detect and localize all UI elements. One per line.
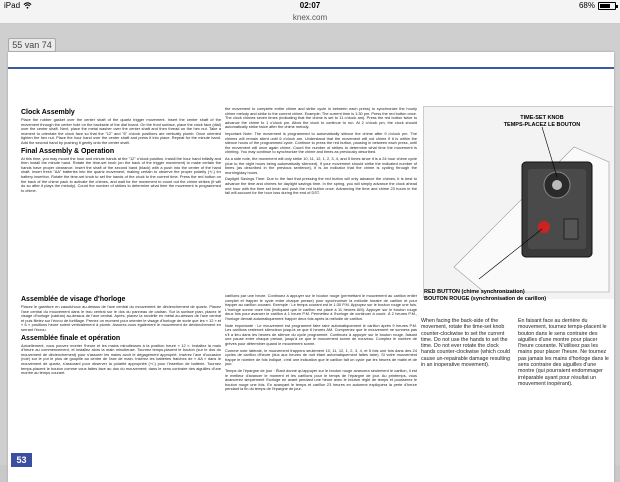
movement-illustration — [424, 107, 614, 299]
page-number: 53 — [11, 453, 32, 467]
heading-final-assembly: Final Assembly & Operation — [21, 147, 115, 155]
paragraph: carillons par une heure. Continuez à appuyer sur le bouton rouge (permettant le mouvement au carillon entier complet et frapper le cycle entre chaque presse) pour synchroniser la mélodie horaire de carillon et pour frapper au carillon courant. Exemple : Le temps courant est le 1:30 P.M. Appuyez sur le bouton rouge une fois. L'horloge sonne onze fois (indiquant que le carillon est placé à 11 heures AM). Appuyer sur le bouton rouge deux fois pour avancer le carillon à 1 heure P.M. Permettez à l'horloge de continuer à courir. À 2 heures P.M., l'horloge devrait automatiquement frapper deux fois après la mélodie de carillon. — [225, 294, 417, 321]
red-button-label: RED BUTTON (chime synchronization) BOUTON ROUGE (synchronisation de carillon) — [424, 289, 547, 302]
battery-fill — [600, 4, 610, 8]
english-column-top — [21, 107, 221, 292]
heading-clock-assembly: Clock Assembly — [21, 109, 75, 116]
battery — [579, 1, 616, 10]
paragraph: As a side note, the movement will only strike 10, 11, 12, 1, 2, 3, 4, and 5 times since it is a 24 hour chime cycle (due to the night hours being automatically silenced). If your movement should strike the indicated number of times (as described in the previous sentence), it is an indicator that the chime is cycling through the morning/day hours. — [225, 155, 417, 175]
movement-diagram — [423, 106, 613, 302]
english-column-right — [225, 107, 417, 292]
page-counter-badge: 55 van 74 — [8, 38, 56, 52]
carrier-label: iPad — [4, 1, 21, 10]
paragraph: the movement to complete entire chime and strike cycle in between each press) to synchronize the hourly chime melody and strike to the current chime. Example: The current time is 1:30 pm. Press the red button once. The clock chimes seven times (indicating that the chime is set to 11 o'clock am). Press the red button twice to advance the chime to 1 o'clock pm. Allow the clock to continue to run. At 2 o'clock pm, the clock should automatically strike twice after the chime melody. — [225, 107, 417, 130]
battery-icon — [598, 2, 616, 10]
heading-assemblee-finale: Assemblée finale et opération — [21, 334, 121, 342]
paragraph: Comme note latérale, le mouvement frappera seulement 10, 11, 12, 1, 2, 3, 4, et 5 fois une fois dans des 24 cycles de carillon d'heure (dus aux heures de nuit étant automatiquement faites taire). Si votre mouvement frappe le nombre de fois indiqué, c'est une indication que le carillon fait un cycle par les heures de matin et de jour. — [225, 347, 417, 367]
paragraph-daylight-savings: Daylight Savings Time: Due to the fact that pressing the red button will only advance the chimes, it is best to advance the time and chimes for daylight savings time. In the spring, you will simply advance the clock ahead one hour with the time set knob and push the red button once. Advancing the time and chime 23 hours in the fall will account for the hour loss during the end of DST. — [225, 176, 417, 196]
paragraph: Placez le garniture en caoutchouc au-dessus de l'axe central du mouvement de déclenchement de quartz. Placez l'axe central du mouvement dans le trou central sur le dos du panneau de cadran. Sur la surface plan, placez le visage d'horloge (cadran) au-dessus de l'axe central. Après, placez la rondelle en métal au-dessus de l'axe central et puis filetez sur l'écrou de tortillage. Prenez un moment pour orienter le visage d'horloge de sorte que les « 12 » et « 6 » positions heure soient verticalement à plomb. Assurez-vous également le mouvement de déclenchement en serrant l'écrou. — [21, 304, 221, 332]
french-column-right — [225, 294, 417, 474]
paragraph-note-importante: Note importante : Le mouvement est programmé faire taire automatiquement le carillon après 9 heures P.M. Les carillons resteront silencieux jusqu'à ce que 6 heures AM. Comprenez que le mouvement ne sonnera pas s'il a lieu dans les heures de silence du cycle programmé. Continuez à appuyer sur le bouton rouge, faisant une pause entre chaque presse, jusqu'à ce que le mouvement sonne de nouveau. Comptez le nombre de grèves pour déterminer quand le mouvement sonne. — [225, 322, 417, 346]
status-bar — [0, 0, 620, 13]
paragraph: Actuellement, vous pouvez monter l'heure et les mains minutieuses à la position heure « 12 ». Installez la main d'heure au commencement, et installez alors la main minutieuse. Tournez temps-placent le bouton (sur le dos du mouvement de déclenchement) pour s'assurer les mains avoir le dégagement approprié. Insérez l'axe d'occasion (noir) sur le pot le plus de goupille au centre de l'axe de main. Insérez les batteries fraîches de « AA » dans le mouvement de quartz, s'assurant pour observer la polarité appropriée (+/-) pour l'insertion de batterie. Tournez temps-placent le bouton comme vous faites face au dos du mouvement; dans le sens contraire des aiguilles d'une montre au temps courant. — [21, 342, 221, 376]
paragraph-important-note: Important Note: The movement is programmed to automatically silence the chime after 9 o'clock pm. The chimes will remain silent until 6 o'clock am. Understand that the movement will not chime if it is within the silence hours of the programmed cycle. Continue to press the red button, pausing in between each press, until the movement will once again chime. Count the number of strikes to determine what time the movement is chiming. You may continue to synchronize the chime and times as previously described. — [225, 130, 417, 155]
side-note-french: En faisant face au derrière du mouvement, tournez temps-placent le bouton dans le sens contraire des aiguilles d'une montre pour placer l'heure courante. N'utilisez pas les mains pour placer l'heure. Ne tournez pas jamais les mains d'horloge dans le sens contraire des aiguilles d'une montre (qui pourraient endommager irréparable ayant pour résultat un mouvement inopérant). — [518, 318, 609, 387]
paragraph: At this time, you may mount the hour and minute hands at the "12" o'clock position. Install the hour hand initially and then install the minute hand. Rotate the time-set knob (on the back of the trigger movement) to make certain the hands have proper clearance. Insert the shaft of the second hand (black) with a push into the center of the hand shaft. Insert fresh "AA" batteries into the quartz movement, making certain to observe the proper polarity (+/-) for battery insertion. Rotate the time-set knob to set the hands of the clock to the current time. Press the red button on the back of the chime pack to activate the chimes, and wait for the movement to count out the chime strikes (it will do so after it plays the melody). Count the number of strikes to determine what time the movement is programmed to chime. — [21, 155, 221, 193]
paragraph-temps-epargne: Temps de l'épargne de jour : Étant donné qu'appuyer sur le bouton rouge avancera seulement le carillon, il est le meilleur d'avancer le moment et les carillons pour le temps de l'épargne de jour. Au printemps, vous avancerez simplement l'horloge en avant pendant une heure avec le bouton réglé de temps et pousserez le bouton rouge une fois. En avançant le temps et carillon 23 heures en automne expliquera la perte d'heure pendant la fin du temps de l'épargne de jour. — [225, 367, 417, 392]
side-note-english: When facing the back-side of the movement, rotate the time-set knob counter-clockwise to set the current time. Do not use the hands to set the time. Do not ever rotate the clock hands counter-clockwise (which could cause un-repairable damage resulting in an inoperative movement). — [421, 318, 510, 369]
time-set-knob-label: TIME-SET KNOB TEMPS-PLACEZ LE BOUTON — [503, 115, 581, 128]
battery-percent: 68% — [578, 1, 595, 10]
document-viewer[interactable] — [0, 24, 620, 465]
status-time: 02:07 — [299, 1, 321, 10]
paragraph: Place the rubber gasket over the center shaft of the quartz trigger movement. Insert the center shaft of the movement through the center hole on the backside of the dial board. On the front surface, place the clock face (dial) over the center shaft. Next, place the metal washer over the center shaft and then thread on the hex nut. Take a moment to orientate the clock face so that the "12" and "6" o'clock positions are vertically plumb. Once oriented tighten the hex nut. Place the hour hand over the center shaft and press it into place. Repeat for the minute hand. Add the second hand by pushing it gently onto the center shaft. — [21, 117, 221, 145]
french-column-left — [21, 294, 221, 474]
heading-assemblee-visage: Assemblée de visage d'horloge — [21, 296, 126, 303]
header-rule — [8, 67, 614, 69]
url-bar[interactable]: knex.com — [0, 13, 620, 24]
